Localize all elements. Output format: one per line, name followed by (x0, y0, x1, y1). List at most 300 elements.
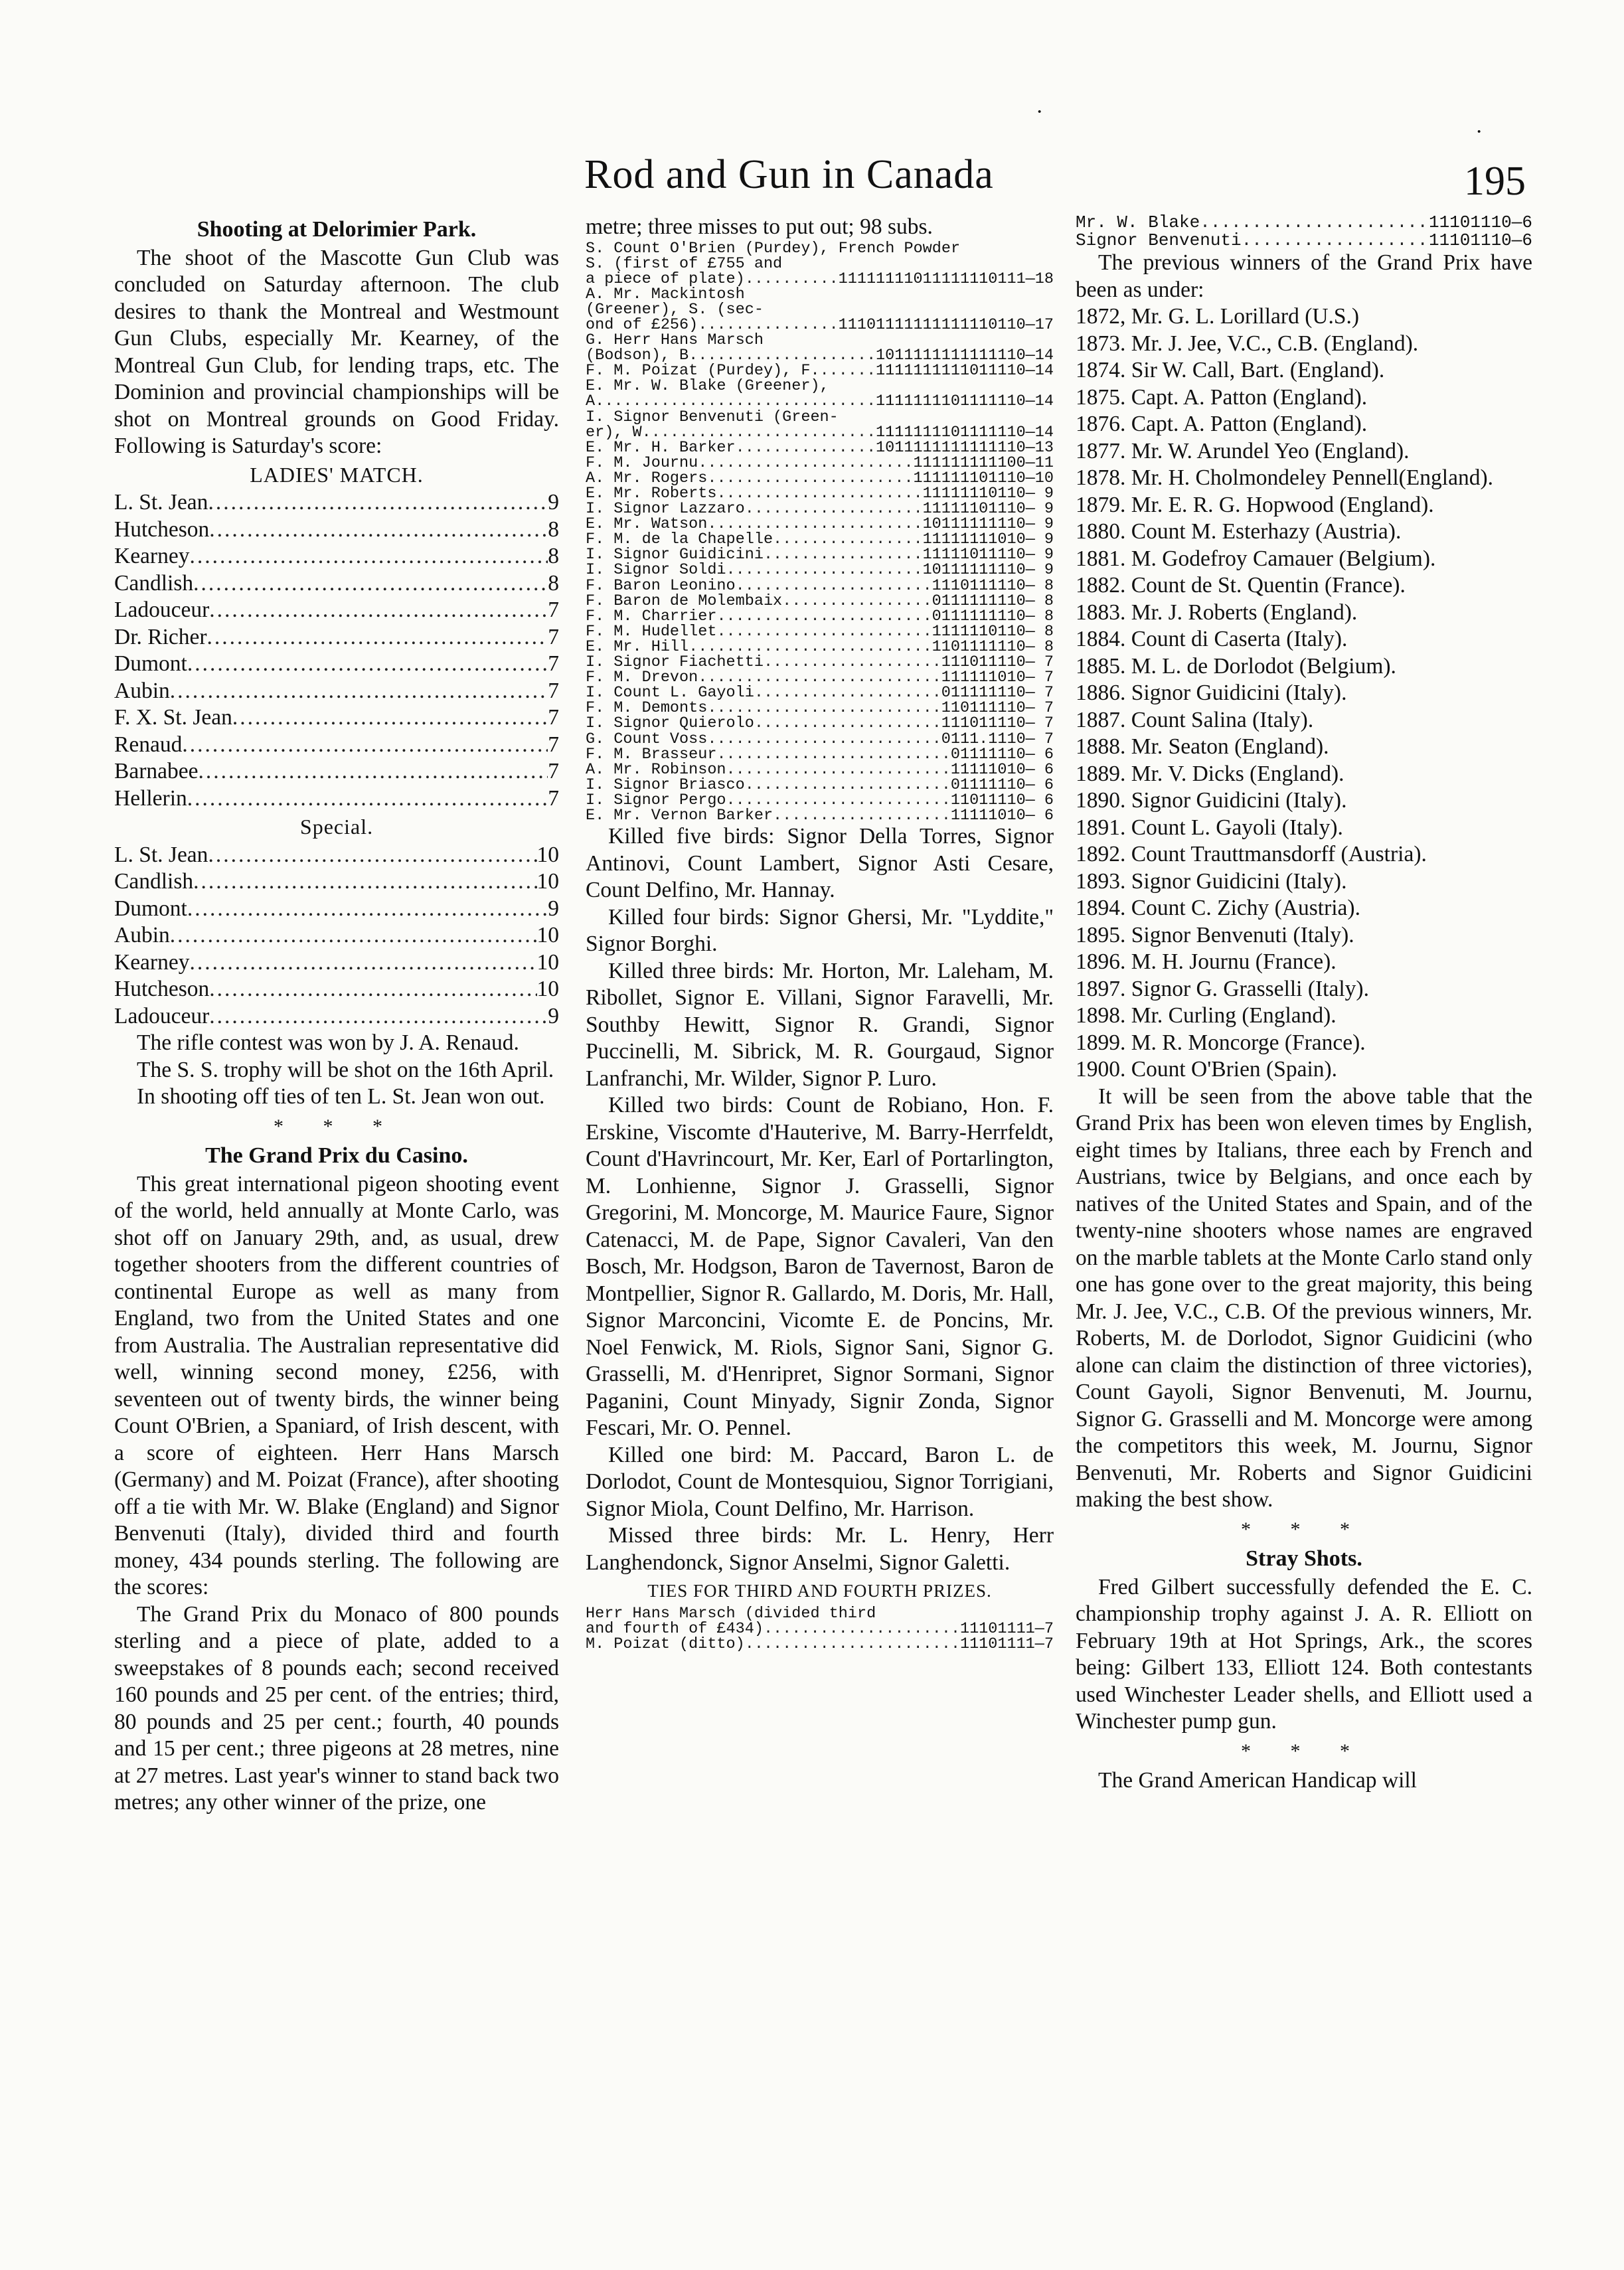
score-value: 7 (548, 624, 559, 649)
score-row (586, 440, 1054, 455)
shooter-name: Dumont (114, 651, 187, 676)
leader-dots (764, 547, 923, 562)
special-score-list (114, 842, 559, 1030)
leader-dots (604, 394, 876, 409)
score-row (586, 762, 1054, 777)
score-row (114, 842, 559, 869)
shooter-name: F. M. Demonts (586, 700, 708, 716)
leader-dots (716, 624, 932, 639)
score-value: 11111111010— 9 (922, 532, 1054, 548)
score-row (114, 517, 559, 544)
winner-entry: 1873. Mr. J. Jee, V.C., C.B. (England). (1076, 331, 1419, 356)
score-row (586, 547, 1054, 562)
score-value: 9 (548, 490, 559, 515)
score-row (586, 700, 1054, 716)
score-row (114, 678, 559, 705)
score-value: 0111111110— 8 (932, 593, 1054, 609)
shooter-name: Dr. Richer (114, 624, 207, 649)
winner-entry: 1876. Capt. A. Patton (England). (1076, 412, 1368, 436)
score-row (586, 732, 1054, 747)
winner-entry: 1885. M. L. de Dorlodot (Belgium). (1076, 653, 1396, 679)
leader-dots (232, 704, 548, 732)
score-row (586, 1621, 1054, 1637)
leader-dots (208, 842, 536, 869)
section-heading: The Grand Prix du Casino. (205, 1143, 468, 1168)
paragraph: Killed five birds: Signor Della Torres, Signor Antinovi, Count Lambert, Signor Asti Cesare, Count Delfino, Mr. Hannay. (586, 824, 1054, 903)
score-row (114, 785, 559, 813)
shooter-name: E. Mr. W. Blake (Greener), (586, 378, 829, 394)
shooter-name: I. Signor Lazzaro (586, 501, 745, 517)
score-value: 1111111101111110—14 (876, 424, 1054, 440)
leader-dots (170, 922, 537, 949)
winner-entry: 1874. Sir W. Call, Bart. (England). (1076, 358, 1385, 382)
score-row (586, 578, 1054, 594)
score-row (114, 868, 559, 896)
shooter-name: Aubin (114, 923, 170, 947)
shooter-name: ond of £256) (586, 317, 698, 333)
leader-dots (726, 762, 951, 777)
paragraph: Killed three birds: Mr. Horton, Mr. Laleham, M. Ribollet, Signor E. Villani, Signor Faravelli, Mr. Southby Hewitt, Signor R. Grandi, Signor Puccinelli, M. Sibrick, M. R. Gourgaud, Signor Lanfranchi, Mr. Wilder, Signor P. Luro. (586, 958, 1054, 1091)
score-row (586, 716, 1054, 731)
score-row (586, 378, 1054, 394)
shooter-name: (Greener), S. (sec- (586, 301, 764, 317)
score-value: 011111110— 7 (941, 685, 1054, 701)
score-row (114, 1003, 559, 1030)
ladies-score-list (114, 489, 559, 812)
score-row (586, 410, 1054, 425)
score-value: 9 (548, 896, 559, 921)
score-value: 01111110— 6 (950, 746, 1054, 762)
score-row (586, 272, 1054, 287)
leader-dots (716, 486, 922, 501)
score-row (586, 256, 1054, 272)
score-row (586, 394, 1054, 409)
shooter-name: A. Mr. Rogers (586, 470, 708, 486)
column-3 (1076, 214, 1532, 1795)
shooter-name: E. Mr. Watson (586, 517, 708, 532)
winner-entry: 1890. Signor Guidicini (Italy). (1076, 788, 1347, 813)
leader-dots (187, 651, 548, 678)
leader-dots (726, 562, 923, 578)
leader-dots (689, 639, 932, 655)
shooter-name: Kearney (114, 544, 190, 568)
shooter-name: E. Mr. H. Barker (586, 440, 736, 455)
paragraph: In shooting off ties of ten L. St. Jean won out. (137, 1084, 545, 1109)
leader-dots (1200, 214, 1429, 232)
shooter-name: I. Signor Guidicini (586, 547, 764, 563)
shooter-name: G. Herr Hans Marsch (586, 333, 764, 349)
shooter-name: Mr. W. Blake (1076, 214, 1200, 232)
score-row (586, 594, 1054, 609)
leader-dots (187, 896, 548, 923)
leader-dots (187, 785, 548, 813)
score-value: 7 (548, 651, 559, 676)
score-row (114, 949, 559, 977)
print-speck: · (1475, 120, 1483, 144)
winner-entry: 1875. Capt. A. Patton (England). (1076, 384, 1368, 410)
shooter-name: and fourth of £434) (586, 1621, 764, 1637)
winner-entry: 1897. Signor G. Grasselli (Italy). (1076, 976, 1369, 1001)
paragraph: The shoot of the Mascotte Gun Club was concluded on Saturday afternoon. The club desires to thank the Montreal and Westmount Gun Clubs, especially Mr. Kearney, of the Montreal Gun Club, for lending traps, etc. The Dominion and provincial championships will be shot on Montreal grounds on Good Friday. Following is Saturday's score: (114, 245, 559, 458)
score-row (586, 1637, 1054, 1652)
score-row (586, 685, 1054, 700)
paragraph: metre; three misses to put out; 98 subs. (586, 214, 933, 239)
winner-entry: 1889. Mr. V. Dicks (England). (1076, 761, 1344, 786)
leader-dots (773, 532, 923, 547)
shooter-name: F. M. Hudellet (586, 623, 717, 639)
score-value: 11101111—7 (959, 1636, 1054, 1652)
score-value: 0111111110— 8 (932, 608, 1054, 624)
leader-dots (207, 624, 548, 651)
score-value: 8 (548, 570, 559, 596)
leader-dots (754, 716, 941, 731)
shooter-name: I. Signor Benvenuti (Green- (586, 409, 839, 425)
score-value: 8 (548, 544, 559, 568)
leader-dots (736, 440, 876, 455)
score-row (114, 543, 559, 570)
score-row (586, 1606, 1054, 1621)
leader-dots (707, 471, 913, 486)
score-row (114, 732, 559, 759)
paragraph: Fred Gilbert successfully defended the E. C. championship trophy against J. A. R. Elliott on February 19th at Hot Springs, Ark., the scores being: Gilbert 133, Elliott 124. Both contestants used Winchester Leader shells, and Elliott used a Winchester pump gun. (1076, 1574, 1532, 1734)
winners-list (1076, 303, 1532, 1084)
running-head: Rod and Gun in Canada (584, 152, 994, 197)
leader-dots (707, 700, 941, 716)
subheading: TIES FOR THIRD AND FOURTH PRIZES. (647, 1581, 992, 1601)
paragraph: Missed three birds: Mr. L. Henry, Herr Langhendonck, Signor Anselmi, Signor Galetti. (586, 1523, 1054, 1575)
score-row (586, 808, 1054, 823)
score-value: 11101110—6 (1428, 232, 1532, 250)
leader-dots (208, 489, 548, 517)
shooter-name: S. Count O'Brien (Purdey), French Powder (586, 240, 961, 256)
leader-dots (716, 609, 932, 624)
winner-entry: 1896. M. H. Journu (France). (1076, 949, 1337, 974)
leader-dots (820, 363, 876, 378)
leader-dots (764, 1621, 960, 1637)
leader-dots (745, 1637, 960, 1652)
shooter-name: F. M. Charrier (586, 608, 717, 624)
winner-entry: 1877. Mr. W. Arundel Yeo (England). (1076, 438, 1410, 463)
leader-dots (698, 455, 913, 471)
leader-dots (182, 732, 548, 759)
score-row (586, 455, 1054, 471)
score-value: 1111111111011110—14 (876, 363, 1054, 379)
score-row (114, 651, 559, 678)
score-row (586, 486, 1054, 501)
winner-entry: 1880. Count M. Esterhazy (Austria). (1076, 519, 1402, 544)
shooter-name: Hutcheson (114, 517, 210, 542)
score-value: 10111111110— 9 (922, 562, 1054, 578)
score-row (114, 922, 559, 949)
score-value: 7 (548, 732, 559, 757)
score-row (586, 363, 1054, 378)
shooter-name: a piece of plate) (586, 271, 745, 287)
paragraph: The rifle contest was won by J. A. Renaud. (137, 1030, 519, 1055)
leader-dots (736, 578, 932, 594)
shooter-name: G. Count Voss (586, 731, 708, 747)
winner-entry: 1895. Signor Benvenuti (Italy). (1076, 922, 1354, 947)
shooter-name: Barnabee (114, 759, 199, 783)
leader-dots (193, 868, 536, 896)
score-value: 11101111—7 (959, 1621, 1054, 1637)
paragraph: Killed four birds: Signor Ghersi, Mr. "Lyddite," Signor Borghi. (586, 904, 1054, 957)
score-row (586, 793, 1054, 808)
score-value: 10 (536, 949, 559, 975)
paragraph: Killed one bird: M. Paccard, Baron L. de Dorlodot, Count de Montesquiou, Signor Torrigiani, Signor Miola, Count Delfino, Mr. Harrison. (586, 1442, 1054, 1521)
winner-entry: 1881. M. Godefroy Camauer (Belgium). (1076, 546, 1436, 571)
shooter-name: I. Signor Quierolo (586, 716, 754, 732)
score-value: 11101111111111110110—17 (838, 317, 1054, 333)
leader-dots (651, 425, 876, 440)
leader-dots (745, 501, 923, 517)
winner-entry: 1872, Mr. G. L. Lorillard (U.S.) (1076, 304, 1360, 329)
score-value: 10 (536, 923, 559, 947)
score-value: 9 (548, 1003, 559, 1028)
shooter-name: M. Poizat (ditto) (586, 1636, 745, 1652)
score-value: 1111110110— 8 (932, 623, 1054, 639)
score-row (586, 609, 1054, 624)
winner-entry: 1900. Count O'Brien (Spain). (1076, 1057, 1338, 1082)
score-value: 10 (536, 977, 559, 1001)
shooter-name: Ladouceur (114, 1003, 210, 1028)
leader-dots (745, 272, 839, 287)
score-row (586, 317, 1054, 333)
score-value: 11111010— 6 (950, 762, 1054, 777)
print-speck: · (1036, 100, 1044, 124)
leader-dots (189, 543, 548, 570)
score-row (586, 287, 1054, 302)
leader-dots (170, 678, 548, 705)
score-row (114, 896, 559, 923)
shooter-name: Hellerin (114, 785, 187, 811)
leader-dots (1242, 232, 1429, 250)
column-1 (114, 214, 559, 1817)
score-value: 11111010— 6 (950, 807, 1054, 824)
score-value: 10111111110— 9 (922, 517, 1054, 532)
leader-dots (745, 777, 951, 793)
score-value: 0111.1110— 7 (941, 731, 1054, 747)
shooter-name: Ladouceur (114, 598, 210, 622)
score-value: 1110111110— 8 (932, 578, 1054, 594)
winner-entry: 1883. Mr. J. Roberts (England). (1076, 600, 1358, 625)
score-value: 111011110— 7 (941, 655, 1054, 671)
shooter-name: S. (first of £755 and (586, 256, 783, 272)
leader-dots (193, 570, 548, 598)
shooter-name: A. Mr. Mackintosh (586, 286, 745, 302)
score-value: 11011110— 6 (950, 792, 1054, 808)
subheading: Special. (299, 815, 374, 839)
score-row (586, 777, 1054, 793)
shooter-name: I. Signor Fiachetti (586, 655, 764, 671)
score-value: 7 (548, 705, 559, 730)
shooter-name: F. M. Brasseur (586, 746, 717, 762)
score-row (114, 489, 559, 517)
paragraph: The Grand Prix du Monaco of 800 pounds sterling and a piece of plate, added to a sweepstakes of 8 pounds each; second received 160 pounds and 25 per cent. of the entries; third, 80 pounds and 25 per cent.; fourth, 40 pounds and 15 per cent.; three pigeons at 28 metres, nine at 27 metres. Last year's winner to stand back two metres; any other winner of the prize, one (114, 1601, 559, 1815)
score-value: 1111111101111110—14 (876, 394, 1054, 410)
shooter-name: F. M. Drevon (586, 670, 698, 686)
leader-dots (764, 655, 941, 670)
shooter-name: I. Signor Soldi (586, 562, 726, 578)
winner-entry: 1899. M. R. Moncorge (France). (1076, 1030, 1366, 1055)
shooter-name: Renaud (114, 732, 183, 757)
score-row (586, 670, 1054, 685)
leader-dots (782, 594, 932, 609)
score-row (586, 333, 1054, 348)
score-row (586, 624, 1054, 639)
paragraph: The Grand American Handicap will (1098, 1768, 1417, 1793)
paragraph: The previous winners of the Grand Prix have been as under: (1076, 250, 1532, 302)
section-divider: * * * (1241, 1518, 1367, 1540)
shooter-name: F. X. St. Jean (114, 705, 232, 730)
leader-dots (698, 317, 838, 333)
winner-entry: 1878. Mr. H. Cholmondeley Pennell(England). (1076, 465, 1493, 490)
score-value: 7 (548, 785, 559, 811)
leader-dots (726, 793, 951, 808)
score-row (586, 425, 1054, 440)
shooter-name: L. St. Jean (114, 490, 208, 515)
winner-entry: 1888. Mr. Seaton (England). (1076, 734, 1329, 759)
shooter-name: Kearney (114, 949, 190, 975)
winner-entry: 1898. Mr. Curling (England). (1076, 1003, 1337, 1028)
score-value: 1101111110— 8 (932, 639, 1054, 655)
page-number: 195 (1464, 159, 1526, 204)
score-row (586, 655, 1054, 670)
score-value: 111011110— 7 (941, 716, 1054, 732)
score-value: 7 (548, 759, 559, 783)
shooter-name: Signor Benvenuti (1076, 232, 1242, 250)
score-row (586, 532, 1054, 547)
winner-entry: 1887. Count Salina (Italy). (1076, 707, 1314, 732)
leader-dots (754, 685, 941, 700)
winner-entry: 1884. Count di Caserta (Italy). (1076, 627, 1348, 651)
winner-entry: 1882. Count de St. Quentin (France). (1076, 573, 1406, 598)
shooter-name: A. Mr. Robinson (586, 762, 726, 777)
score-value: 1011111111111110—13 (876, 440, 1054, 455)
shooter-name: F. M. Journu (586, 455, 698, 471)
score-value: 110111110— 7 (941, 700, 1054, 716)
section-divider: * * * (1241, 1740, 1367, 1762)
leader-dots (189, 949, 536, 977)
shooter-name: (Bodson), B. (586, 348, 698, 364)
score-value: 111111010— 7 (941, 670, 1054, 686)
score-value: 8 (548, 517, 559, 542)
shooter-name: F. M. de la Chapelle (586, 532, 773, 548)
leader-dots (209, 1003, 548, 1030)
winner-entry: 1879. Mr. E. R. G. Hopwood (England). (1076, 492, 1434, 517)
score-row (586, 348, 1054, 363)
column-2 (586, 214, 1054, 1652)
score-value: 11101110—6 (1428, 214, 1532, 232)
shooter-name: I. Count L. Gayoli (586, 685, 754, 701)
score-value: 11111011110— 9 (922, 547, 1054, 563)
ties-continued-list (1076, 214, 1532, 250)
ties-score-list (586, 1606, 1054, 1652)
leader-dots (209, 597, 548, 624)
shooter-name: Dumont (114, 896, 187, 921)
score-value: 7 (548, 598, 559, 622)
shooter-name: F. Baron Leonino (586, 578, 736, 594)
shooter-name: E. Mr. Vernon Barker (586, 807, 773, 824)
leader-dots (698, 348, 876, 363)
score-value: 01111110— 6 (950, 777, 1054, 793)
paragraph: This great international pigeon shooting event of the world, held annually at Monte Carlo, was shot off on January 29th, and, as usual, drew together shooters from the different countries of continental Europe as well as many from England, two from the United States and one from Australia. The Australian representative did well, winning second money, £256, with seventeen out of twenty birds, the winner being Count O'Brien, a Spaniard, of Irish descent, with a score of eighteen. Herr Hans Marsch (Germany) and M. Poizat (France), after shooting off a tie with Mr. W. Blake (England) and Signor Benvenuti (Italy), divided third and fourth money, 434 pounds sterling. The following are the scores: (114, 1171, 559, 1599)
score-row (586, 302, 1054, 317)
subheading: LADIES' MATCH. (250, 462, 424, 487)
shooter-name: L. St. Jean (114, 842, 208, 867)
score-row (586, 639, 1054, 655)
score-row (1076, 214, 1532, 232)
leader-dots (773, 808, 951, 823)
score-value: 11111111011111110111—18 (838, 271, 1054, 287)
leader-dots (209, 976, 536, 1003)
winner-entry: 1894. Count C. Zichy (Austria). (1076, 896, 1360, 920)
score-value: 1011111111111110—14 (876, 348, 1054, 364)
score-row (586, 471, 1054, 486)
score-row (114, 597, 559, 624)
leader-dots (707, 517, 922, 532)
winner-entry: 1891. Count L. Gayoli (Italy). (1076, 815, 1343, 840)
winner-entry: 1886. Signor Guidicini (Italy). (1076, 681, 1347, 705)
shooter-name: Aubin (114, 678, 170, 703)
section-heading: Stray Shots. (1246, 1546, 1362, 1571)
score-value: 10 (536, 869, 559, 894)
winner-entry: 1893. Signor Guidicini (Italy). (1076, 868, 1347, 894)
score-value: 111111101110—10 (913, 470, 1054, 486)
score-row (114, 976, 559, 1003)
score-value: 11111110110— 9 (922, 486, 1054, 502)
section-heading: Shooting at Delorimier Park. (197, 217, 477, 242)
shooter-name: I. Signor Pergo (586, 792, 726, 808)
section-divider: * * * (274, 1115, 400, 1137)
shooter-name: Candlish (114, 869, 194, 894)
paragraph: The S. S. trophy will be shot on the 16th April. (137, 1057, 554, 1082)
shooter-name: er), W. (586, 424, 651, 440)
paragraph: Killed two birds: Count de Robiano, Hon. F. Erskine, Viscomte d'Hauterive, M. Barry-Herrfeldt, Count d'Havrincourt, Mr. Ker, Earl of Portarlington, M. Lonhienne, Signor J. Grasselli, Signor Gregorini, M. Moncorge, M. Maurice Faure, Signor Catenacci, M. de Pape, Signor Cavaleri, Van den Bosch, Mr. Hodgson, Baron de Tavernost, Baron de Montpellier, Signor R. Gallardo, M. Doris, Mr. Hall, Signor Marconcini, Vicomte E. de Poncins, Mr. Noel Fenwick, M. Riols, Signor Sani, Signor G. Grasselli, M. d'Henripret, Signor Sormani, Signor Paganini, Count Minyady, Signir Zonda, Signor Fescari, Mr. O. Pennel. (586, 1093, 1054, 1441)
score-row (586, 562, 1054, 578)
shooter-name: Candlish (114, 570, 194, 596)
shooter-name: F. Baron de Molembaix (586, 593, 783, 609)
score-row (114, 570, 559, 598)
score-value: 10 (536, 842, 559, 867)
grand-prix-score-list (586, 241, 1054, 824)
score-row (586, 517, 1054, 532)
shooter-name: E. Mr. Hill (586, 639, 689, 655)
score-row (1076, 232, 1532, 250)
score-value: 111111111100—11 (913, 455, 1054, 471)
leader-dots (209, 517, 548, 544)
score-row (114, 758, 559, 785)
leader-dots (707, 732, 941, 747)
shooter-name: E. Mr. Roberts (586, 486, 717, 502)
score-value: 11111101110— 9 (922, 501, 1054, 517)
score-row (114, 624, 559, 651)
shooter-name: I. Signor Briasco (586, 777, 745, 793)
paragraph: It will be seen from the above table that the Grand Prix has been won eleven times by English, eight times by Italians, three each by French and Austrians, twice by Belgians, and once each by natives of the United States and Spain, and of the twenty-nine shooters whose names are engraved on the marble tablets at the Monte Carlo stand only one has gone over to the great majority, this being Mr. J. Jee, V.C., C.B. Of the previous winners, Mr. Roberts, M. de Dorlodot, Signor Guidicini (who alone can claim the distinction of three victories), Count Gayoli, Signor Benvenuti, M. Journu, Signor G. Grasselli and M. Moncorge were among the competitors this week, M. Journu, Signor Benvenuti, Mr. Roberts and Signor Guidicini making the best show. (1076, 1084, 1532, 1512)
leader-dots (198, 758, 548, 785)
shooter-name: Herr Hans Marsch (divided third (586, 1605, 876, 1621)
leader-dots (716, 747, 950, 762)
score-row (586, 747, 1054, 762)
shooter-name: A. (586, 394, 605, 410)
score-value: 7 (548, 678, 559, 703)
shooter-name: Hutcheson (114, 977, 210, 1001)
shooter-name: F. M. Poizat (Purdey), F. (586, 363, 820, 379)
score-row (114, 704, 559, 732)
score-row (586, 241, 1054, 256)
leader-dots (698, 670, 941, 685)
winner-entry: 1892. Count Trauttmansdorff (Austria). (1076, 842, 1427, 866)
score-row (586, 501, 1054, 517)
